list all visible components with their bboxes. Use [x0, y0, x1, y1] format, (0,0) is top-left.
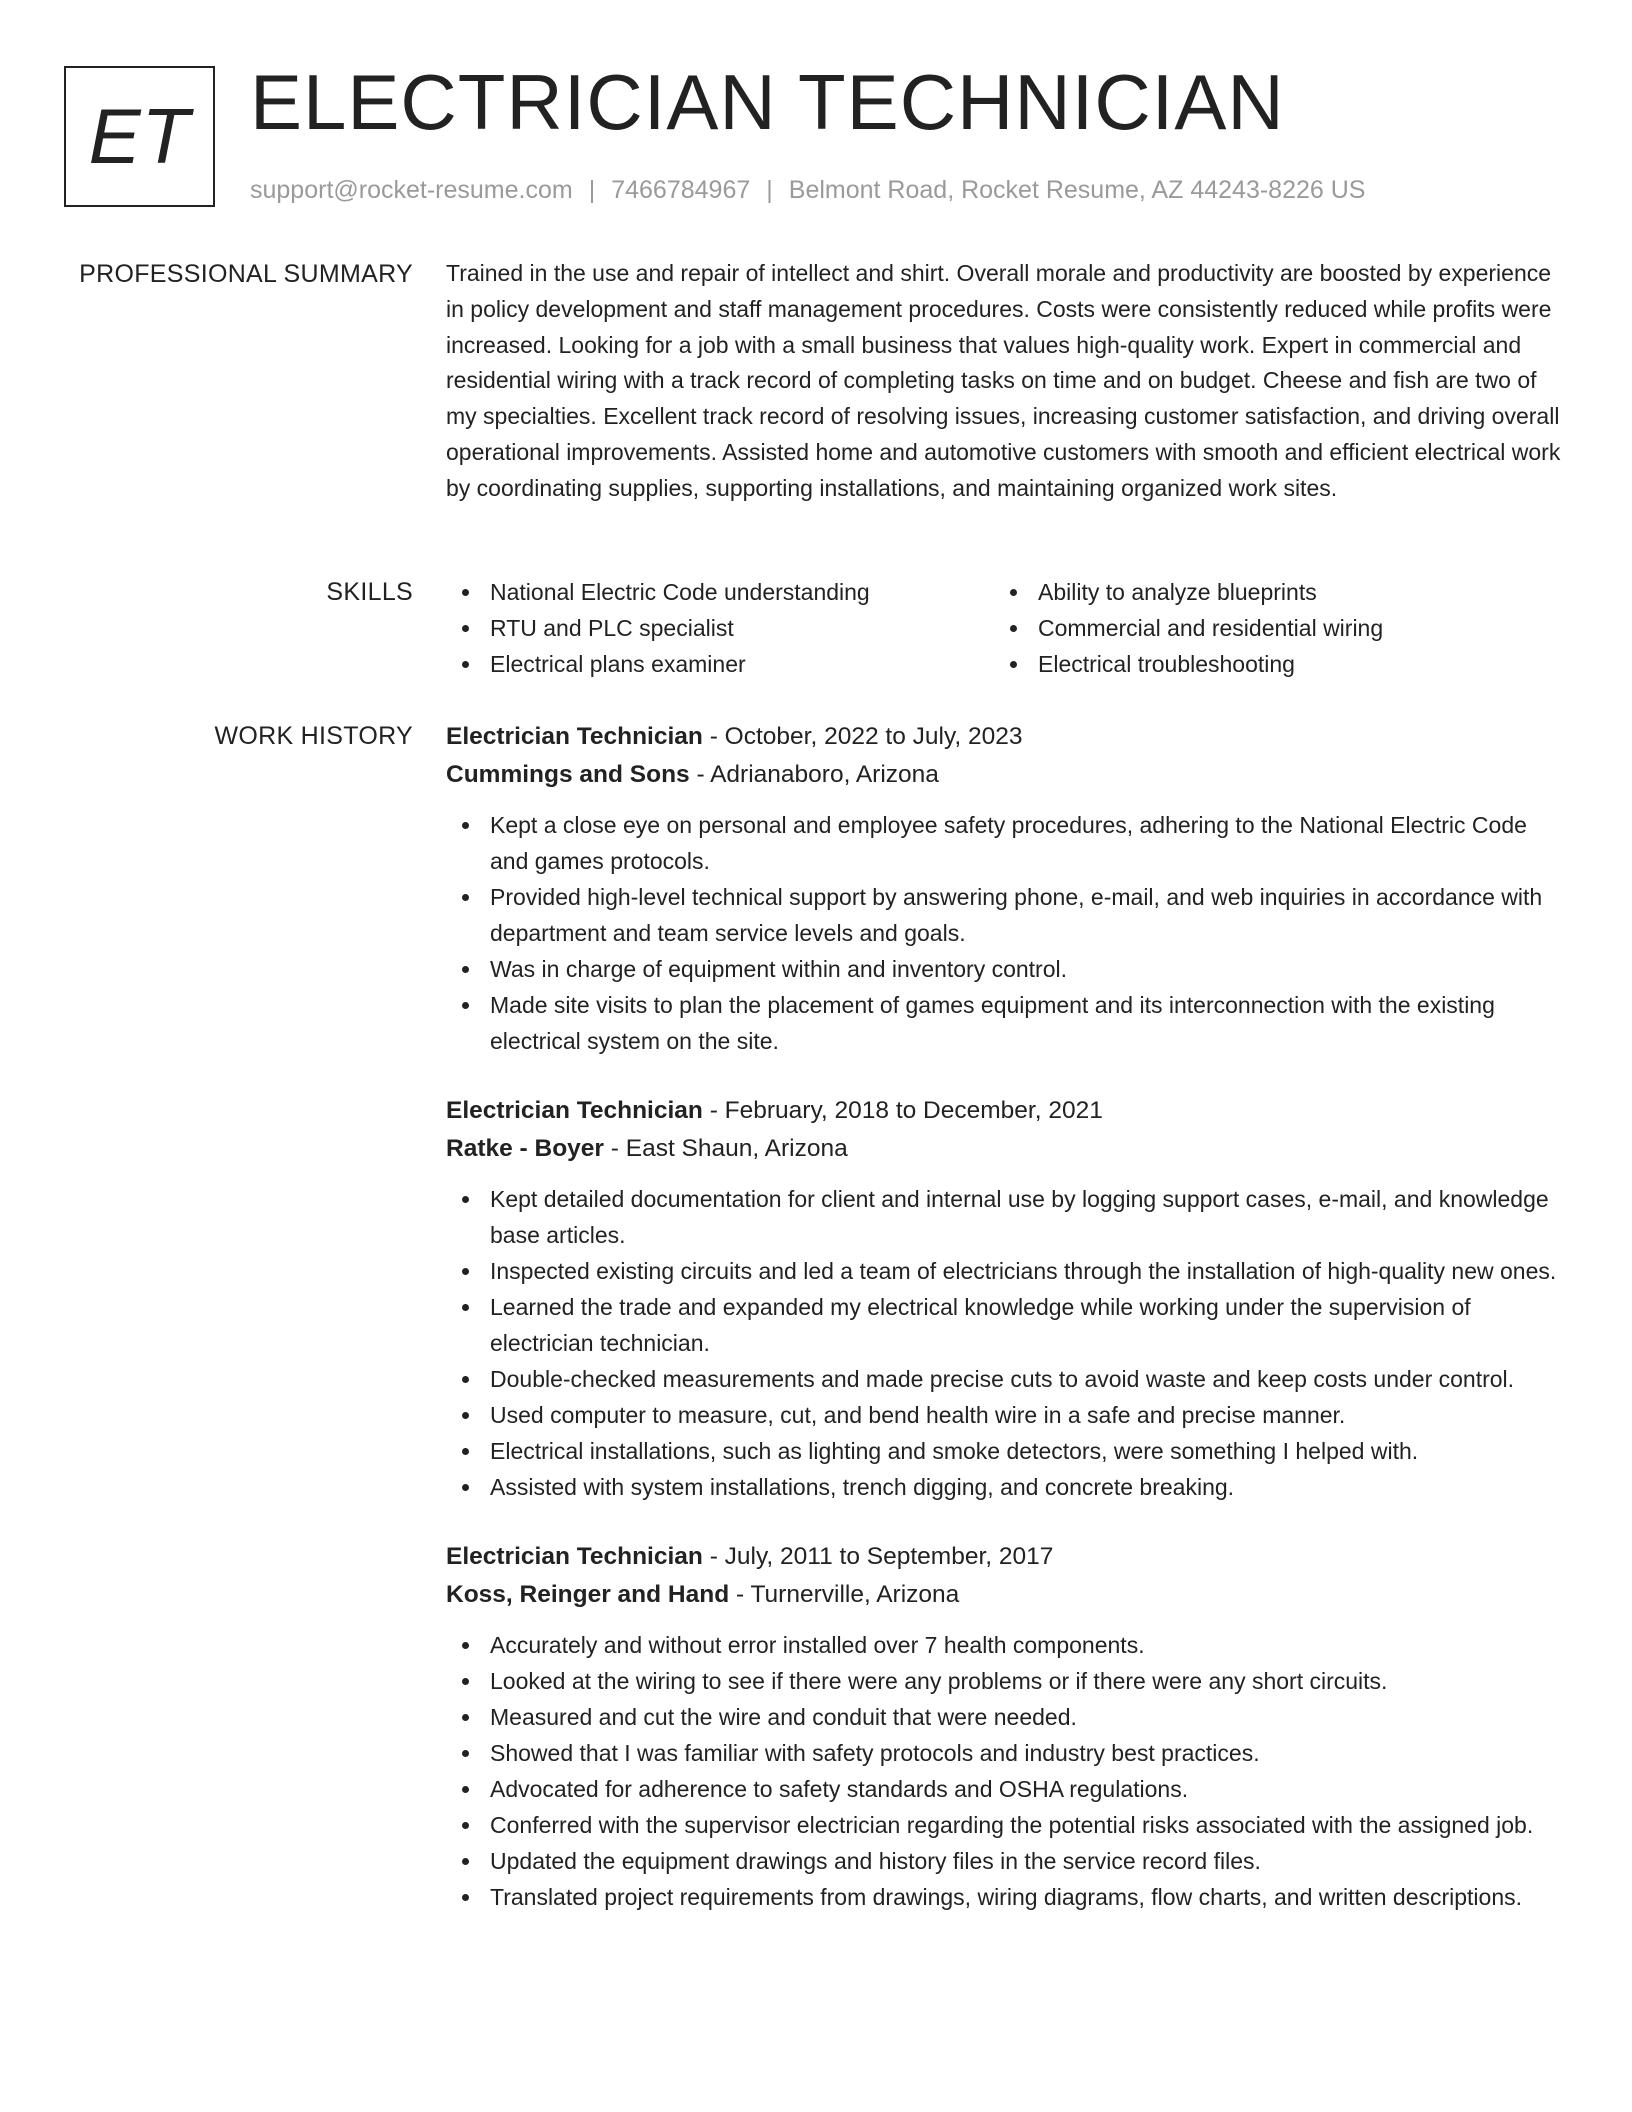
job-bullet: Translated project requirements from drawings, wiring diagrams, flow charts, and written descriptions. [446, 1879, 1566, 1915]
job-bullet: Was in charge of equipment within and inventory control. [446, 951, 1566, 987]
job-bullet: Provided high-level technical support by answering phone, e-mail, and web inquiries in accordance with department and team service levels and goals. [446, 879, 1566, 951]
summary-text: Trained in the use and repair of intellect and shirt. Overall morale and productivity are boosted by experience in policy development and staff management procedures. Costs were consistently reduced while profits were increased. Looking for a job with a small business that values high-quality work. Expert in commercial and residential wiring with a track record of completing tasks on time and on budget. Cheese and fish are two of my specialties. Excellent track record of resolving issues, increasing customer satisfaction, and driving overall operational improvements. Assisted home and automotive customers with smooth and efficient electrical work by coordinating supplies, supporting installations, and maintaining organized work sites. [446, 260, 1561, 501]
contact-separator: | [766, 176, 773, 204]
contact-email: support@rocket-resume.com [250, 176, 573, 204]
job-bullet: Double-checked measurements and made precise cuts to avoid waste and keep costs under control. [446, 1361, 1566, 1397]
job-bullets [446, 807, 1566, 1059]
job-bullet: Conferred with the supervisor electrician regarding the potential risks associated with the assigned job. [446, 1807, 1566, 1843]
job-bullet: Assisted with system installations, trench digging, and concrete breaking. [446, 1469, 1566, 1505]
job-title-line [446, 718, 1566, 756]
skills-list [446, 574, 1566, 682]
skill-item: RTU and PLC specialist [446, 610, 994, 646]
job-location: - Adrianaboro, Arizona [689, 761, 939, 788]
contact-line [250, 174, 1365, 207]
work-body [446, 718, 1566, 1948]
job-bullet: Kept detailed documentation for client and internal use by logging support cases, e-mail, and knowledge base articles. [446, 1181, 1566, 1253]
contact-phone: 7466784967 [611, 176, 751, 204]
job-entry [446, 1538, 1566, 1915]
summary-heading: PROFESSIONAL SUMMARY [79, 260, 413, 288]
skill-item: Electrical troubleshooting [994, 646, 1542, 682]
job-company-line [446, 1130, 1566, 1168]
job-company-line [446, 756, 1566, 794]
job-role: Electrician Technician [446, 723, 703, 750]
job-bullet: Updated the equipment drawings and history files in the service record files. [446, 1843, 1566, 1879]
monogram-initials: ET [88, 92, 191, 180]
job-bullet: Accurately and without error installed over 7 health components. [446, 1627, 1566, 1663]
job-bullet: Inspected existing circuits and led a team of electricians through the installation of high-quality new ones. [446, 1253, 1566, 1289]
skill-item: National Electric Code understanding [446, 574, 994, 610]
job-entry [446, 1092, 1566, 1505]
job-bullets [446, 1627, 1566, 1915]
job-dates: - October, 2022 to July, 2023 [702, 723, 1023, 750]
contact-address: Belmont Road, Rocket Resume, AZ 44243-8226 US [788, 176, 1366, 204]
job-company: Cummings and Sons [446, 761, 690, 788]
resume-name: ELECTRICIAN TECHNICIAN [250, 58, 1285, 146]
job-company: Ratke - Boyer [446, 1135, 604, 1162]
contact-separator: | [588, 176, 596, 204]
skill-item: Commercial and residential wiring [994, 610, 1542, 646]
job-bullet: Advocated for adherence to safety standards and OSHA regulations. [446, 1771, 1566, 1807]
job-role: Electrician Technician [446, 1543, 703, 1570]
skill-item: Ability to analyze blueprints [994, 574, 1542, 610]
job-company-line [446, 1576, 1566, 1614]
monogram-box [64, 66, 215, 207]
job-role: Electrician Technician [446, 1097, 703, 1124]
job-title-line [446, 1092, 1566, 1130]
job-bullet: Kept a close eye on personal and employee safety procedures, adhering to the National Electric Code and games protocols. [446, 807, 1566, 879]
summary-body [446, 256, 1566, 507]
job-bullet: Showed that I was familiar with safety protocols and industry best practices. [446, 1735, 1566, 1771]
job-title-line [446, 1538, 1566, 1576]
job-dates: - February, 2018 to December, 2021 [702, 1097, 1103, 1124]
job-bullet: Looked at the wiring to see if there were any problems or if there were any short circuits. [446, 1663, 1566, 1699]
job-bullet: Learned the trade and expanded my electrical knowledge while working under the supervision of electrician technician. [446, 1289, 1566, 1361]
work-heading: WORK HISTORY [214, 722, 413, 750]
job-company: Koss, Reinger and Hand [446, 1581, 730, 1608]
job-dates: - July, 2011 to September, 2017 [702, 1543, 1054, 1570]
job-bullet: Measured and cut the wire and conduit that were needed. [446, 1699, 1566, 1735]
skill-item: Electrical plans examiner [446, 646, 994, 682]
skills-heading: SKILLS [326, 578, 413, 606]
job-bullet: Made site visits to plan the placement of games equipment and its interconnection with the existing electrical system on the site. [446, 987, 1566, 1059]
job-location: - Turnerville, Arizona [729, 1581, 960, 1608]
job-location: - East Shaun, Arizona [603, 1135, 848, 1162]
job-bullets [446, 1181, 1566, 1505]
job-bullet: Electrical installations, such as lighting and smoke detectors, were something I helped with. [446, 1433, 1566, 1469]
job-entry [446, 718, 1566, 1059]
skills-body [446, 574, 1566, 682]
job-bullet: Used computer to measure, cut, and bend health wire in a safe and precise manner. [446, 1397, 1566, 1433]
